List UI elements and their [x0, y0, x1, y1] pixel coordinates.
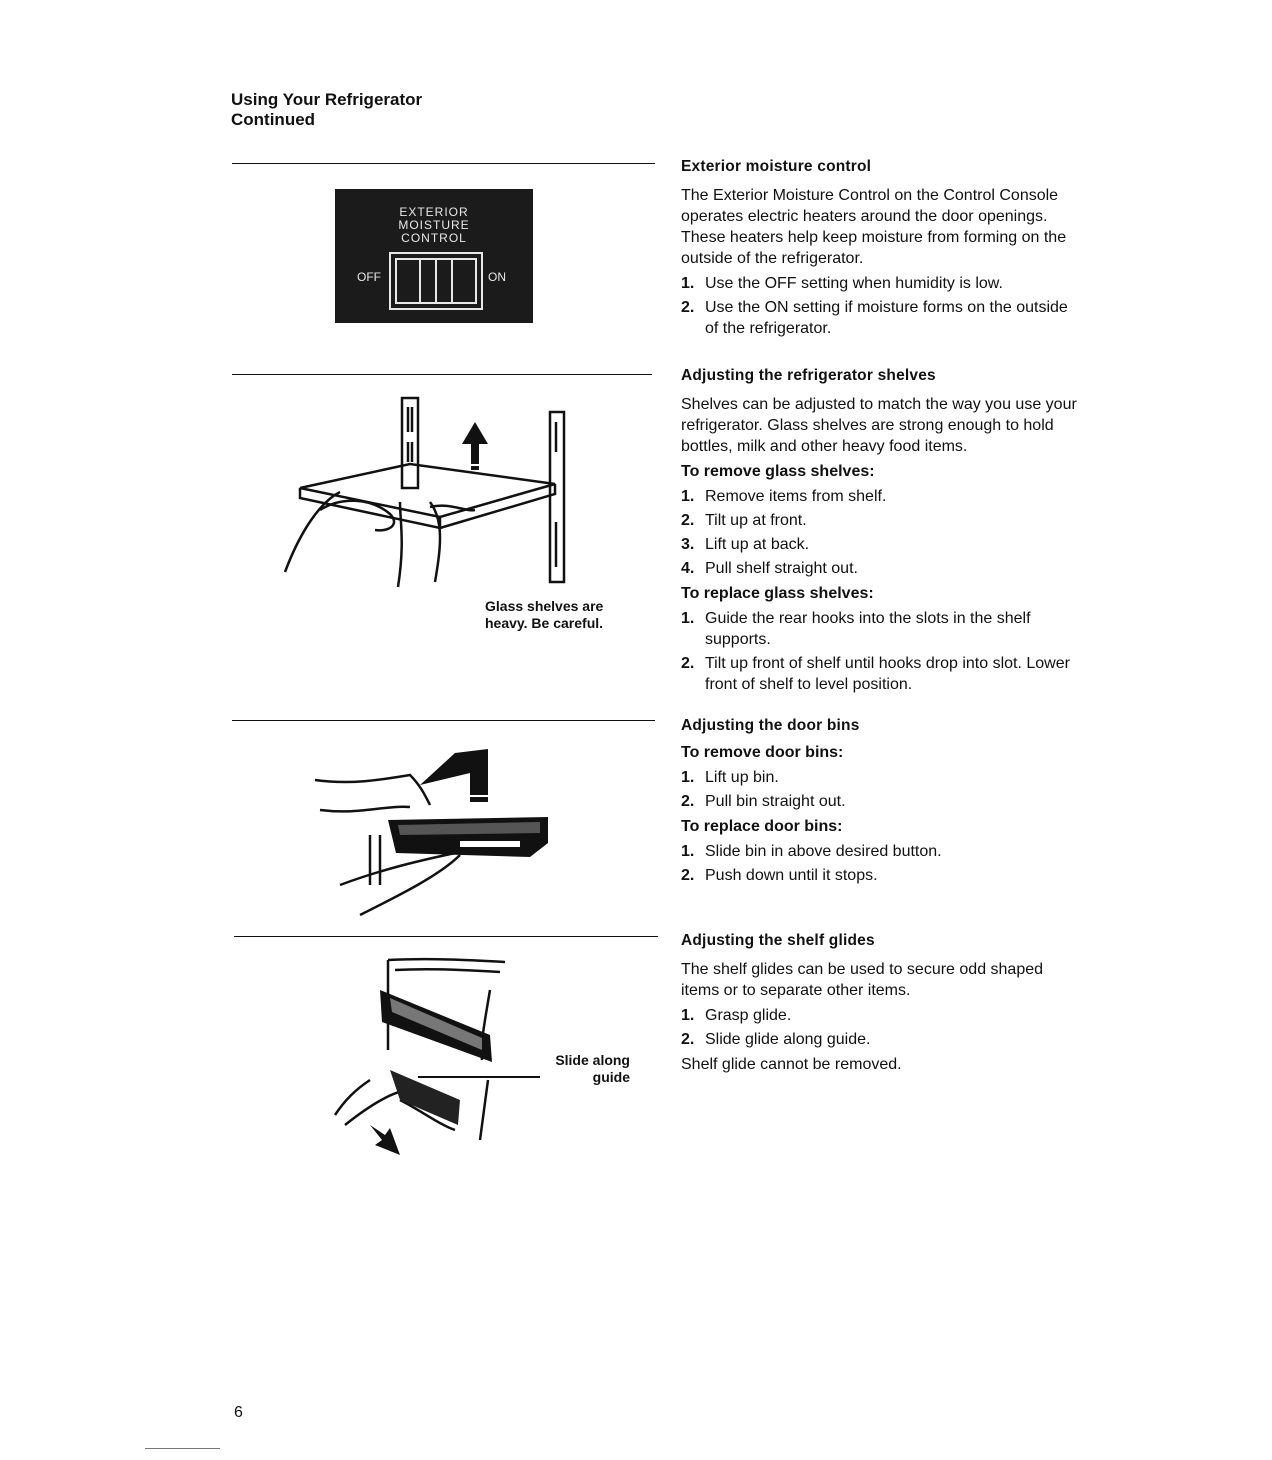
moisture-control-panel-illustration — [335, 189, 533, 323]
section-outro: Shelf glide cannot be removed. — [681, 1056, 902, 1073]
section-title: Adjusting the shelf glides — [681, 932, 875, 949]
divider-3 — [232, 720, 655, 721]
lift-arrow-icon — [420, 749, 488, 795]
divider-4 — [234, 936, 658, 937]
step-list — [681, 1005, 1081, 1050]
panel-on-label: ON — [488, 270, 506, 284]
subsection-title: To replace glass shelves: — [681, 585, 874, 602]
step-list — [681, 767, 1081, 812]
list-item: 3. Lift up at back. — [681, 536, 810, 553]
list-item: 1. Grasp glide. — [681, 1007, 792, 1024]
list-item: 1. Use the OFF setting when humidity is low. — [681, 275, 1003, 292]
list-item: 1. Lift up bin. — [681, 769, 779, 786]
section-intro: The Exterior Moisture Control on the Control Console operates electric heaters around the door openings. These heaters help keep moisture from forming on the outside of the refrigerator. — [681, 187, 1067, 267]
glide-caption-line-2: guide — [592, 1069, 630, 1085]
list-item: 1. Guide the rear hooks into the slots in the shelf supports. — [681, 610, 1031, 648]
section-title: Exterior moisture control — [681, 158, 872, 175]
step-list — [681, 486, 1081, 579]
divider-2 — [232, 374, 652, 375]
up-arrow-icon — [462, 422, 488, 464]
divider-1 — [232, 163, 655, 164]
glide-caption — [540, 1052, 630, 1086]
list-item: 1. Slide bin in above desired button. — [681, 843, 942, 860]
panel-title-line-1: EXTERIOR — [399, 205, 469, 219]
shelf-caption-line-1: Glass shelves are — [485, 598, 604, 614]
section-title: Adjusting the refrigerator shelves — [681, 367, 936, 384]
list-item: 2. Use the ON setting if moisture forms on the outside of the refrigerator. — [681, 299, 1068, 337]
subsection-title: To remove glass shelves: — [681, 463, 875, 480]
section-exterior-moisture — [681, 158, 1081, 343]
shelf-glide-illustration — [330, 950, 540, 1160]
footer-mark — [145, 1448, 220, 1449]
glide-caption-line-1: Slide along — [555, 1052, 630, 1068]
list-item: 4. Pull shelf straight out. — [681, 560, 858, 577]
panel-title-line-2: MOISTURE — [398, 218, 470, 232]
header-title: Using Your Refrigerator — [231, 90, 423, 109]
shelf-caption-line-2: heavy. Be careful. — [485, 615, 604, 631]
section-title: Adjusting the door bins — [681, 717, 860, 734]
step-list — [681, 841, 1081, 886]
list-item: 2. Slide glide along guide. — [681, 1031, 871, 1048]
step-list — [681, 273, 1081, 339]
shelf-warning-caption — [485, 598, 603, 632]
list-item: 2. Push down until it stops. — [681, 867, 878, 884]
list-item: 2. Pull bin straight out. — [681, 793, 846, 810]
panel-title-line-3: CONTROL — [401, 231, 467, 245]
page-number: 6 — [234, 1404, 243, 1421]
glass-shelf-illustration — [280, 392, 580, 592]
list-item: 1. Remove items from shelf. — [681, 488, 887, 505]
slide-arrow-icon — [370, 1125, 400, 1155]
step-list — [681, 608, 1081, 695]
page-header — [231, 90, 422, 130]
section-shelf-glides — [681, 932, 1081, 1079]
header-subtitle: Continued — [231, 110, 316, 129]
section-intro: Shelves can be adjusted to match the way you use your refrigerator. Glass shelves are strong enough to hold bottles, milk and other heavy food items. — [681, 396, 1077, 455]
panel-off-label: OFF — [357, 270, 381, 284]
subsection-title: To replace door bins: — [681, 818, 843, 835]
subsection-title: To remove door bins: — [681, 744, 844, 761]
section-shelves — [681, 367, 1081, 699]
list-item: 2. Tilt up front of shelf until hooks drop into slot. Lower front of shelf to level position. — [681, 655, 1070, 693]
list-item: 2. Tilt up at front. — [681, 512, 807, 529]
door-bin-illustration — [310, 745, 570, 920]
section-intro: The shelf glides can be used to secure odd shaped items or to separate other items. — [681, 961, 1044, 999]
section-door-bins — [681, 717, 1081, 890]
